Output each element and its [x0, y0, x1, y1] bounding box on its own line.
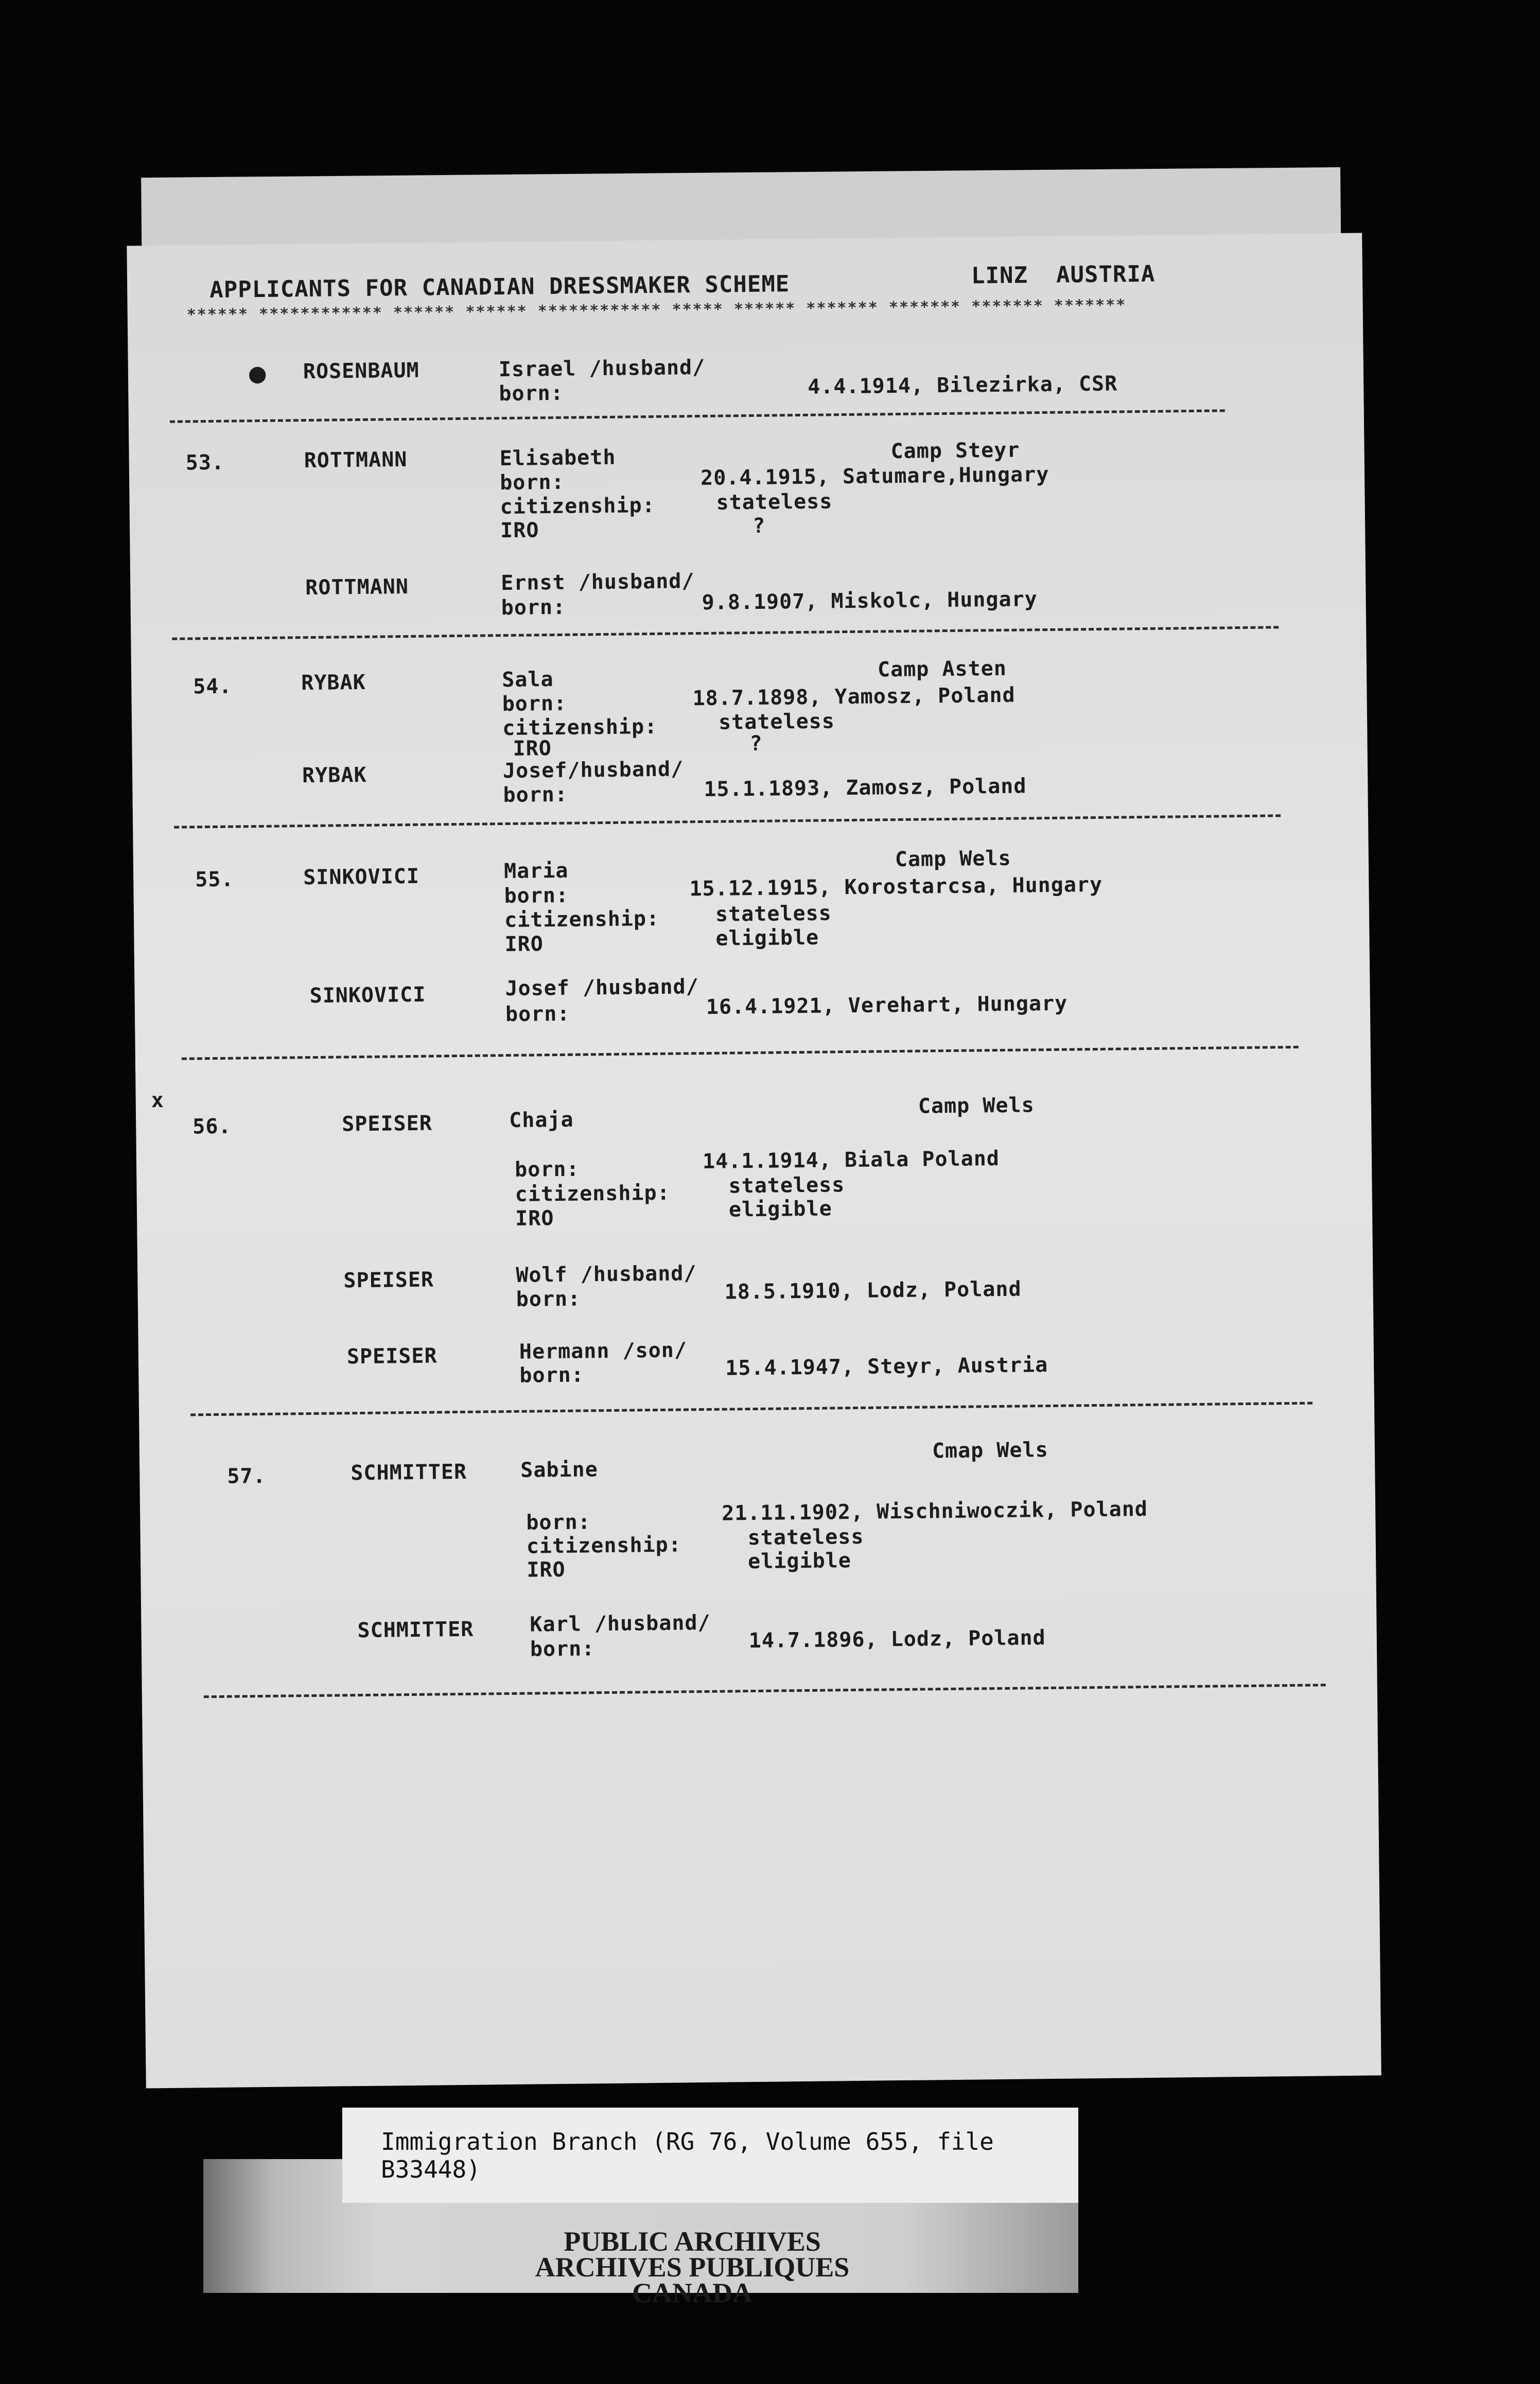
entry-camp: Camp Steyr	[890, 438, 1020, 464]
field-value: ?	[749, 731, 763, 756]
field-label: born:	[499, 470, 565, 495]
field-label: IRO	[515, 1206, 554, 1231]
divider	[204, 1684, 1326, 1698]
field-value: 20.4.1915, Satumare,Hungary	[700, 462, 1049, 490]
document-sheet	[127, 233, 1381, 2089]
document-location: LINZ AUSTRIA	[971, 260, 1156, 289]
entry-number: 57.	[227, 1464, 266, 1488]
field-label: IRO	[527, 1557, 566, 1582]
entry-surname: SCHMITTER	[351, 1460, 467, 1485]
entry-name: Sala	[501, 668, 554, 692]
archives-line-2: ARCHIVES PUBLIQUES	[535, 2252, 850, 2283]
entry-name: Israel /husband/	[498, 355, 706, 382]
header-stars: ****** ************ ****** ****** ************ ***** ****** ******* ******* ******* *******	[186, 296, 1127, 324]
field-label: born:	[504, 883, 569, 908]
source-caption-label	[342, 2108, 1078, 2203]
field-value: 14.1.1914, Biala Poland	[702, 1147, 1000, 1174]
entry-number: 53.	[185, 450, 225, 475]
entry-name: Sabine	[520, 1458, 599, 1482]
entry-camp: Camp Asten	[877, 656, 1007, 682]
entry-surname: SCHMITTER	[357, 1617, 474, 1643]
divider	[170, 409, 1225, 423]
document-title: APPLICANTS FOR CANADIAN DRESSMAKER SCHEME	[209, 271, 790, 303]
field-value: eligible	[728, 1197, 832, 1222]
field-label: born:	[514, 1157, 580, 1182]
entry-surname: SPEISER	[341, 1111, 433, 1136]
entry-surname: SPEISER	[343, 1268, 434, 1293]
entry-number: 55.	[195, 867, 234, 892]
field-value: 15.1.1893, Zamosz, Poland	[704, 774, 1027, 801]
field-value: stateless	[728, 1173, 845, 1198]
entry-camp: Cmap Wels	[932, 1438, 1048, 1463]
field-value: 14.7.1896, Lodz, Poland	[748, 1626, 1046, 1653]
field-label: IRO	[500, 518, 539, 543]
field-label: born:	[499, 381, 564, 406]
field-label: citizenship:	[502, 714, 658, 741]
field-label: born:	[526, 1510, 591, 1535]
field-value: ?	[752, 514, 766, 538]
entry-name: Josef /husband/	[505, 975, 699, 1001]
field-label: IRO	[513, 737, 552, 761]
entry-surname: ROSENBAUM	[303, 358, 419, 384]
field-value: stateless	[716, 489, 833, 515]
entry-name: Elisabeth	[499, 445, 616, 471]
field-label: born:	[530, 1637, 595, 1661]
divider	[174, 814, 1281, 829]
field-label: citizenship:	[500, 493, 655, 519]
entry-number: 54.	[193, 674, 232, 699]
field-value: 21.11.1902, Wischniwoczik, Poland	[721, 1497, 1148, 1526]
entry-surname: ROTTMANN	[304, 447, 408, 473]
field-value: 15.12.1915, Korostarcsa, Hungary	[689, 872, 1103, 901]
ink-blot: ●	[249, 356, 266, 390]
field-label: IRO	[504, 932, 544, 957]
archives-line-1: PUBLIC ARCHIVES	[564, 2226, 821, 2257]
field-value: 9.8.1907, Miskolc, Hungary	[702, 587, 1038, 615]
field-value: 18.7.1898, Yamosz, Poland	[692, 683, 1016, 711]
divider	[172, 626, 1279, 640]
field-label: born:	[503, 782, 568, 808]
field-value: stateless	[747, 1524, 864, 1550]
entry-name: Chaja	[509, 1108, 574, 1132]
entry-name: Hermann /son/	[519, 1338, 688, 1364]
entry-surname: SPEISER	[346, 1344, 437, 1369]
field-value: 16.4.1921, Verehart, Hungary	[706, 991, 1068, 1019]
archives-stamp	[494, 2226, 890, 2308]
entry-surname: RYBAK	[301, 670, 366, 695]
entry-name: Ernst /husband/	[500, 569, 695, 595]
field-label: born:	[505, 1002, 570, 1027]
field-label: citizenship:	[504, 906, 660, 933]
margin-mark: x	[151, 1089, 164, 1113]
field-value: stateless	[718, 709, 835, 734]
field-value: eligible	[715, 925, 819, 951]
entry-name: Josef/husband/	[502, 757, 684, 783]
entry-surname: RYBAK	[302, 763, 367, 788]
field-label: born:	[516, 1287, 581, 1311]
field-label: born:	[519, 1363, 585, 1388]
divider	[182, 1046, 1299, 1060]
entry-number: 56.	[192, 1114, 232, 1139]
field-label: born:	[502, 691, 567, 716]
entry-name: Karl /husband/	[530, 1610, 711, 1637]
field-value: 18.5.1910, Lodz, Poland	[724, 1277, 1022, 1304]
entry-name: Maria	[503, 858, 569, 884]
divider	[190, 1402, 1312, 1416]
field-value: 15.4.1947, Steyr, Austria	[725, 1353, 1048, 1380]
entry-camp: Camp Wels	[895, 846, 1011, 872]
field-label: citizenship:	[526, 1533, 682, 1558]
entry-camp: Camp Wels	[918, 1093, 1035, 1118]
entry-name: Wolf /husband/	[516, 1261, 697, 1287]
field-value: 4.4.1914, Bilezirka, CSR	[808, 372, 1118, 399]
entry-surname: SINKOVICI	[303, 864, 420, 890]
entry-surname: ROTTMANN	[305, 574, 409, 600]
field-value: eligible	[747, 1549, 852, 1574]
field-label: citizenship:	[515, 1181, 670, 1206]
archives-line-3: CANADA	[632, 2277, 752, 2308]
field-value: stateless	[715, 901, 832, 926]
field-label: born:	[501, 595, 566, 620]
entry-surname: SINKOVICI	[309, 983, 426, 1008]
source-caption: Immigration Branch (RG 76, Volume 655, file B33448)	[381, 2127, 994, 2183]
